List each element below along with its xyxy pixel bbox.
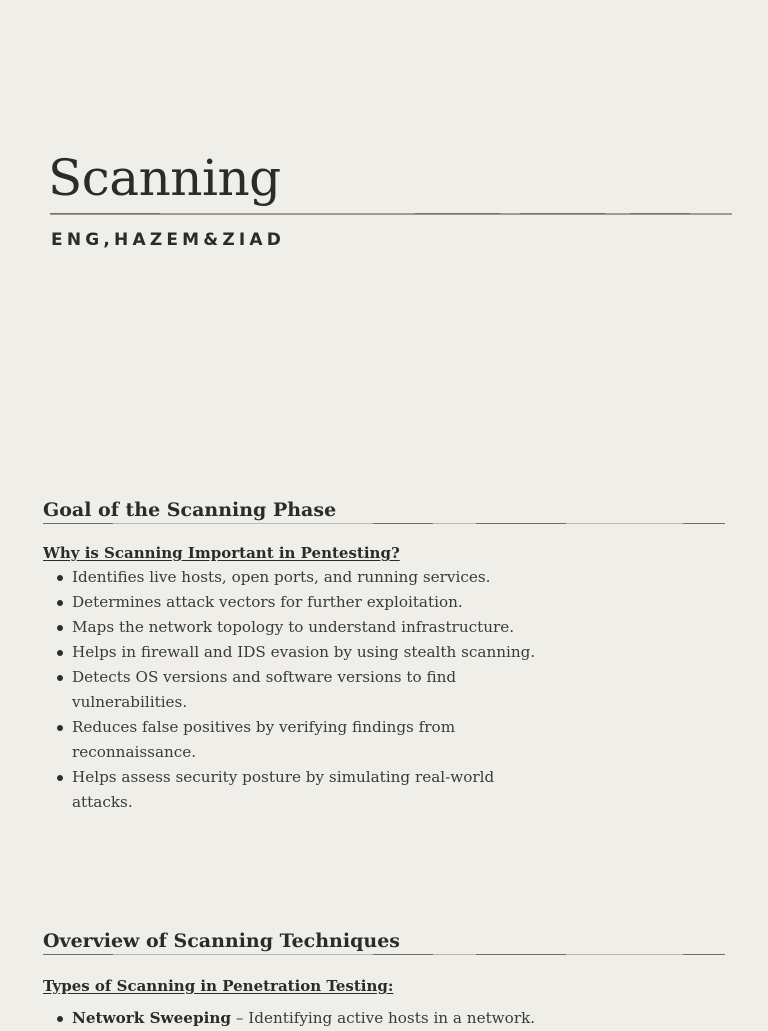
list-item-text: Maps the network topology to understand infrastructure. bbox=[72, 618, 515, 636]
section-divider-overview-accent bbox=[43, 954, 725, 956]
section-heading-overview: Overview of Scanning Techniques bbox=[43, 930, 400, 952]
list-item-text: Detects OS versions and software versions to find vulnerabilities. bbox=[72, 668, 457, 711]
list-item-text: Determines attack vectors for further exploitation. bbox=[72, 593, 463, 611]
list-item bbox=[54, 765, 544, 815]
section-heading-goal: Goal of the Scanning Phase bbox=[43, 499, 337, 521]
list-item-text: Identifies live hosts, open ports, and running services. bbox=[72, 568, 491, 586]
list-item-text: Helps assess security posture by simulating real-world attacks. bbox=[72, 768, 495, 811]
list-item-text: Reduces false positives by verifying findings from reconnaissance. bbox=[72, 718, 456, 761]
techniques-bullet-list bbox=[54, 1006, 654, 1031]
document-title: Scanning bbox=[48, 149, 281, 207]
document-authors: ENG,HAZEM&ZIAD bbox=[51, 230, 286, 250]
bullet-icon bbox=[57, 675, 63, 681]
bullet-icon bbox=[57, 1016, 63, 1022]
bullet-icon bbox=[57, 775, 63, 781]
bullet-icon bbox=[57, 625, 63, 631]
list-item-text: Helps in firewall and IDS evasion by using stealth scanning. bbox=[72, 643, 536, 661]
bullet-icon bbox=[57, 575, 63, 581]
list-item bbox=[54, 590, 544, 615]
term-network-sweeping: Network Sweeping bbox=[72, 1009, 231, 1027]
list-item bbox=[54, 715, 544, 765]
list-item bbox=[54, 640, 544, 665]
list-item-text: Identifying active hosts in a network. bbox=[248, 1009, 536, 1027]
section-divider-goal-accent bbox=[43, 523, 725, 525]
list-item bbox=[54, 1006, 654, 1031]
list-item bbox=[54, 565, 544, 590]
bullet-icon bbox=[57, 725, 63, 731]
list-item bbox=[54, 665, 544, 715]
bullet-icon bbox=[57, 600, 63, 606]
term-separator: – bbox=[231, 1009, 249, 1027]
goal-bullet-list bbox=[54, 565, 544, 815]
bullet-icon bbox=[57, 650, 63, 656]
list-item bbox=[54, 615, 544, 640]
subheading-types-of-scanning: Types of Scanning in Penetration Testing: bbox=[43, 977, 394, 995]
title-divider-accent bbox=[50, 213, 732, 215]
subheading-why-scanning: Why is Scanning Important in Pentesting? bbox=[43, 544, 400, 562]
